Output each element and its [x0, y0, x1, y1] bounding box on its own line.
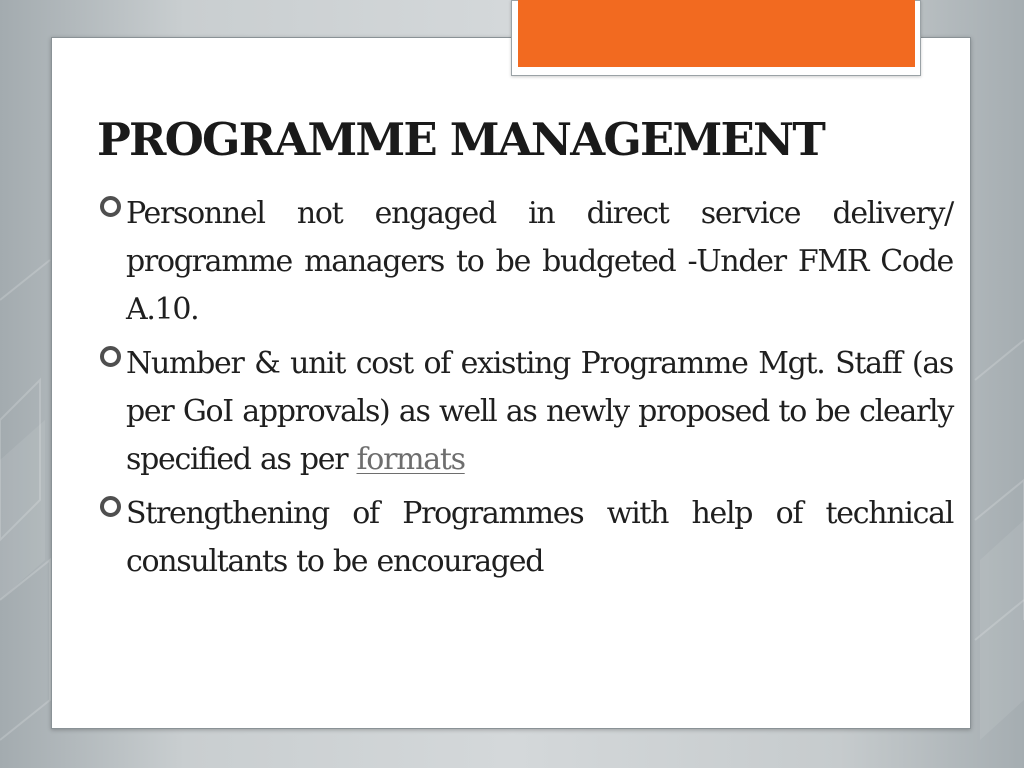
bullet-list: [100, 190, 953, 592]
slide-title: PROGRAMME MANAGEMENT: [97, 113, 825, 166]
bullet-text: Number & unit cost of existing Programme Mgt. Staff (as per GoI approvals) as well as newly proposed to be clearly specified as per: [126, 346, 953, 477]
bullet-item: [100, 490, 953, 586]
bullet-item: [100, 340, 953, 484]
ring-bullet-icon: [100, 496, 121, 517]
bullet-text-with-link: [126, 340, 953, 484]
ring-bullet-icon: [100, 196, 121, 217]
ring-bullet-icon: [100, 346, 121, 367]
bullet-text: Personnel not engaged in direct service delivery/ programme managers to be budgeted -Under FMR Code A.10.: [126, 196, 953, 327]
bullet-item: [100, 190, 953, 334]
bullet-text: Strengthening of Programmes with help of technical consultants to be encouraged: [126, 496, 953, 579]
accent-bar: [518, 0, 915, 67]
formats-link[interactable]: formats: [356, 442, 465, 477]
